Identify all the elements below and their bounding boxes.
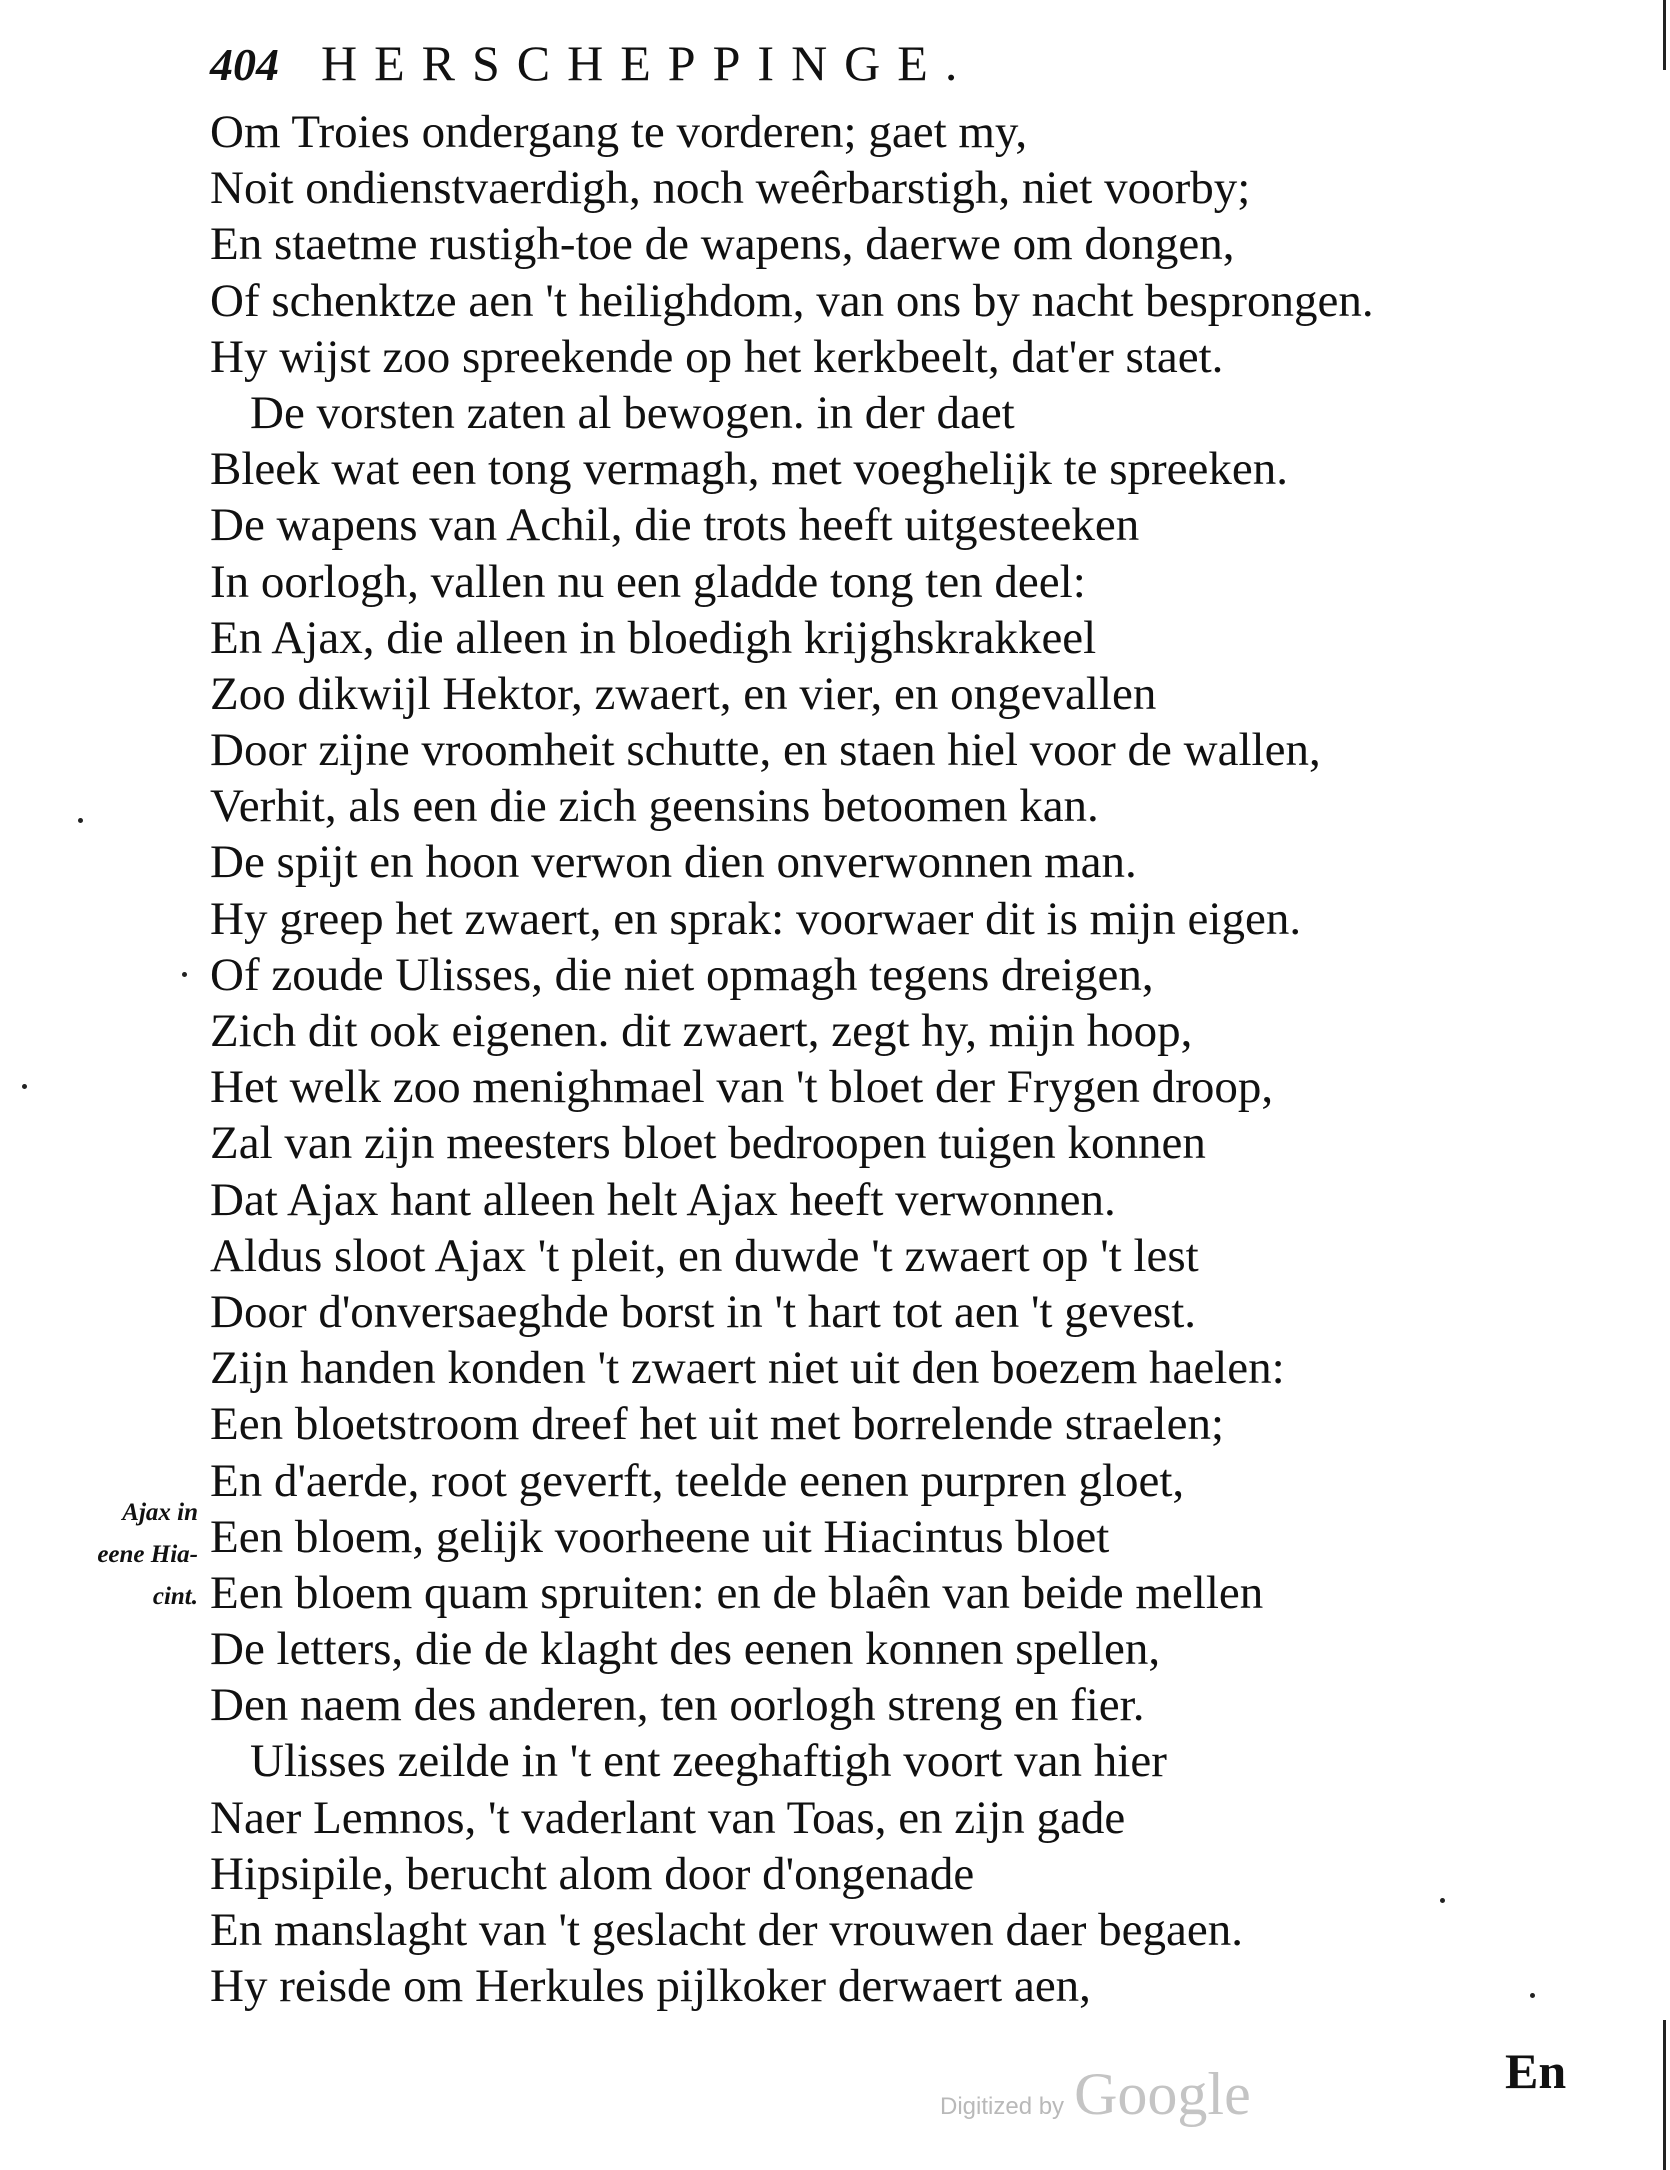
verse-line: Ulisses zeilde in 't ent zeeghaftigh voort van hier <box>250 1735 1167 1788</box>
poem-text <box>210 104 1590 2014</box>
verse-line: Dat Ajax hant alleen helt Ajax heeft verwonnen. <box>210 1173 1116 1226</box>
verse-line: Of schenktze aen 't heilighdom, van ons by nacht besprongen. <box>210 274 1374 327</box>
verse-line: De wapens van Achil, die trots heeft uitgesteeken <box>210 499 1140 552</box>
ink-speck <box>1440 1898 1445 1903</box>
verse-line: De letters, die de klaght des eenen konnen spellen, <box>210 1623 1161 1676</box>
marginal-note-line: Ajax in <box>122 1499 198 1526</box>
marginal-note-line: eene Hia- <box>97 1541 198 1568</box>
ink-speck <box>1530 1993 1535 1998</box>
verse-line: Zijn handen konden 't zwaert niet uit den boezem haelen: <box>210 1342 1285 1395</box>
verse-line: Hy wijst zoo spreekende op het kerkbeelt, dat'er staet. <box>210 330 1224 383</box>
verse-line: En staetme rustigh-toe de wapens, daerwe om dongen, <box>210 218 1235 271</box>
verse-line: Zal van zijn meesters bloet bedroopen tuigen konnen <box>210 1117 1206 1170</box>
verse-line: Om Troies ondergang te vorderen; gaet my, <box>210 106 1028 158</box>
verse-line: Een bloetstroom dreef het uit met borrelende straelen; <box>210 1398 1225 1451</box>
verse-line: Bleek wat een tong vermagh, met voeghelijk te spreeken. <box>210 443 1289 496</box>
verse-line: Het welk zoo menighmael van 't bloet der Frygen droop, <box>210 1061 1274 1114</box>
verse-line: Door zijne vroomheit schutte, en staen hiel voor de wallen, <box>210 724 1321 777</box>
verse-line: Een bloem, gelijk voorheene uit Hiacintus bloet <box>210 1510 1110 1563</box>
verse-line: Door d'onversaeghde borst in 't hart tot aen 't gevest. <box>210 1285 1197 1338</box>
watermark-prefix: Digitized by <box>940 2093 1065 2120</box>
page-edge-line <box>1663 0 1666 70</box>
verse-line: In oorlogh, vallen nu een gladde tong ten deel: <box>210 555 1086 608</box>
verse-line: Hy greep het zwaert, en sprak: voorwaer dit is mijn eigen. <box>210 892 1302 945</box>
marginal-note-line: cint. <box>152 1583 198 1610</box>
ink-speck <box>22 1084 27 1089</box>
verse-line: Hy reisde om Herkules pijlkoker derwaert aen, <box>210 1960 1091 2013</box>
verse-line: Zich dit ook eigenen. dit zwaert, zegt hy, mijn hoop, <box>210 1005 1193 1057</box>
digitization-watermark <box>940 2060 1251 2129</box>
ink-speck <box>78 818 83 823</box>
verse-line: Of zoude Ulisses, die niet opmagh tegens dreigen, <box>210 948 1154 1001</box>
marginal-note <box>28 1492 198 1618</box>
verse-line: En d'aerde, root geverft, teelde eenen purpren gloet, <box>210 1454 1185 1507</box>
verse-line: Hipsipile, berucht alom door d'ongenade <box>210 1847 975 1900</box>
verse-line: Zoo dikwijl Hektor, zwaert, en vier, en ongevallen <box>210 667 1157 720</box>
verse-line: De spijt en hoon verwon dien onverwonnen man. <box>210 836 1137 889</box>
verse-line: Noit ondienstvaerdigh, noch weêrbarstigh, niet voorby; <box>210 162 1251 215</box>
ink-speck <box>182 972 187 977</box>
google-logo: Google <box>1074 2061 1251 2127</box>
verse-line: De vorsten zaten al bewogen. in der daet <box>250 386 1015 439</box>
catchword: En <box>1505 2043 1567 2099</box>
page-edge-line <box>1663 2020 1666 2170</box>
verse-line: Naer Lemnos, 't vaderlant van Toas, en zijn gade <box>210 1791 1126 1844</box>
verse-line: En manslaght van 't geslacht der vrouwen daer begaen. <box>210 1904 1243 1956</box>
verse-line: Verhit, als een die zich geensins betoomen kan. <box>210 780 1099 833</box>
page-number: 404 <box>210 39 279 90</box>
running-title: HERSCHEPPINGE. <box>321 35 975 91</box>
verse-line: En Ajax, die alleen in bloedigh krijghskrakkeel <box>210 611 1097 664</box>
running-header <box>210 34 1350 104</box>
verse-line: Aldus sloot Ajax 't pleit, en duwde 't zwaert op 't lest <box>210 1229 1199 1282</box>
verse-line: Den naem des anderen, ten oorlogh streng en fier. <box>210 1679 1145 1732</box>
verse-line: Een bloem quam spruiten: en de blaên van beide mellen <box>210 1566 1264 1619</box>
